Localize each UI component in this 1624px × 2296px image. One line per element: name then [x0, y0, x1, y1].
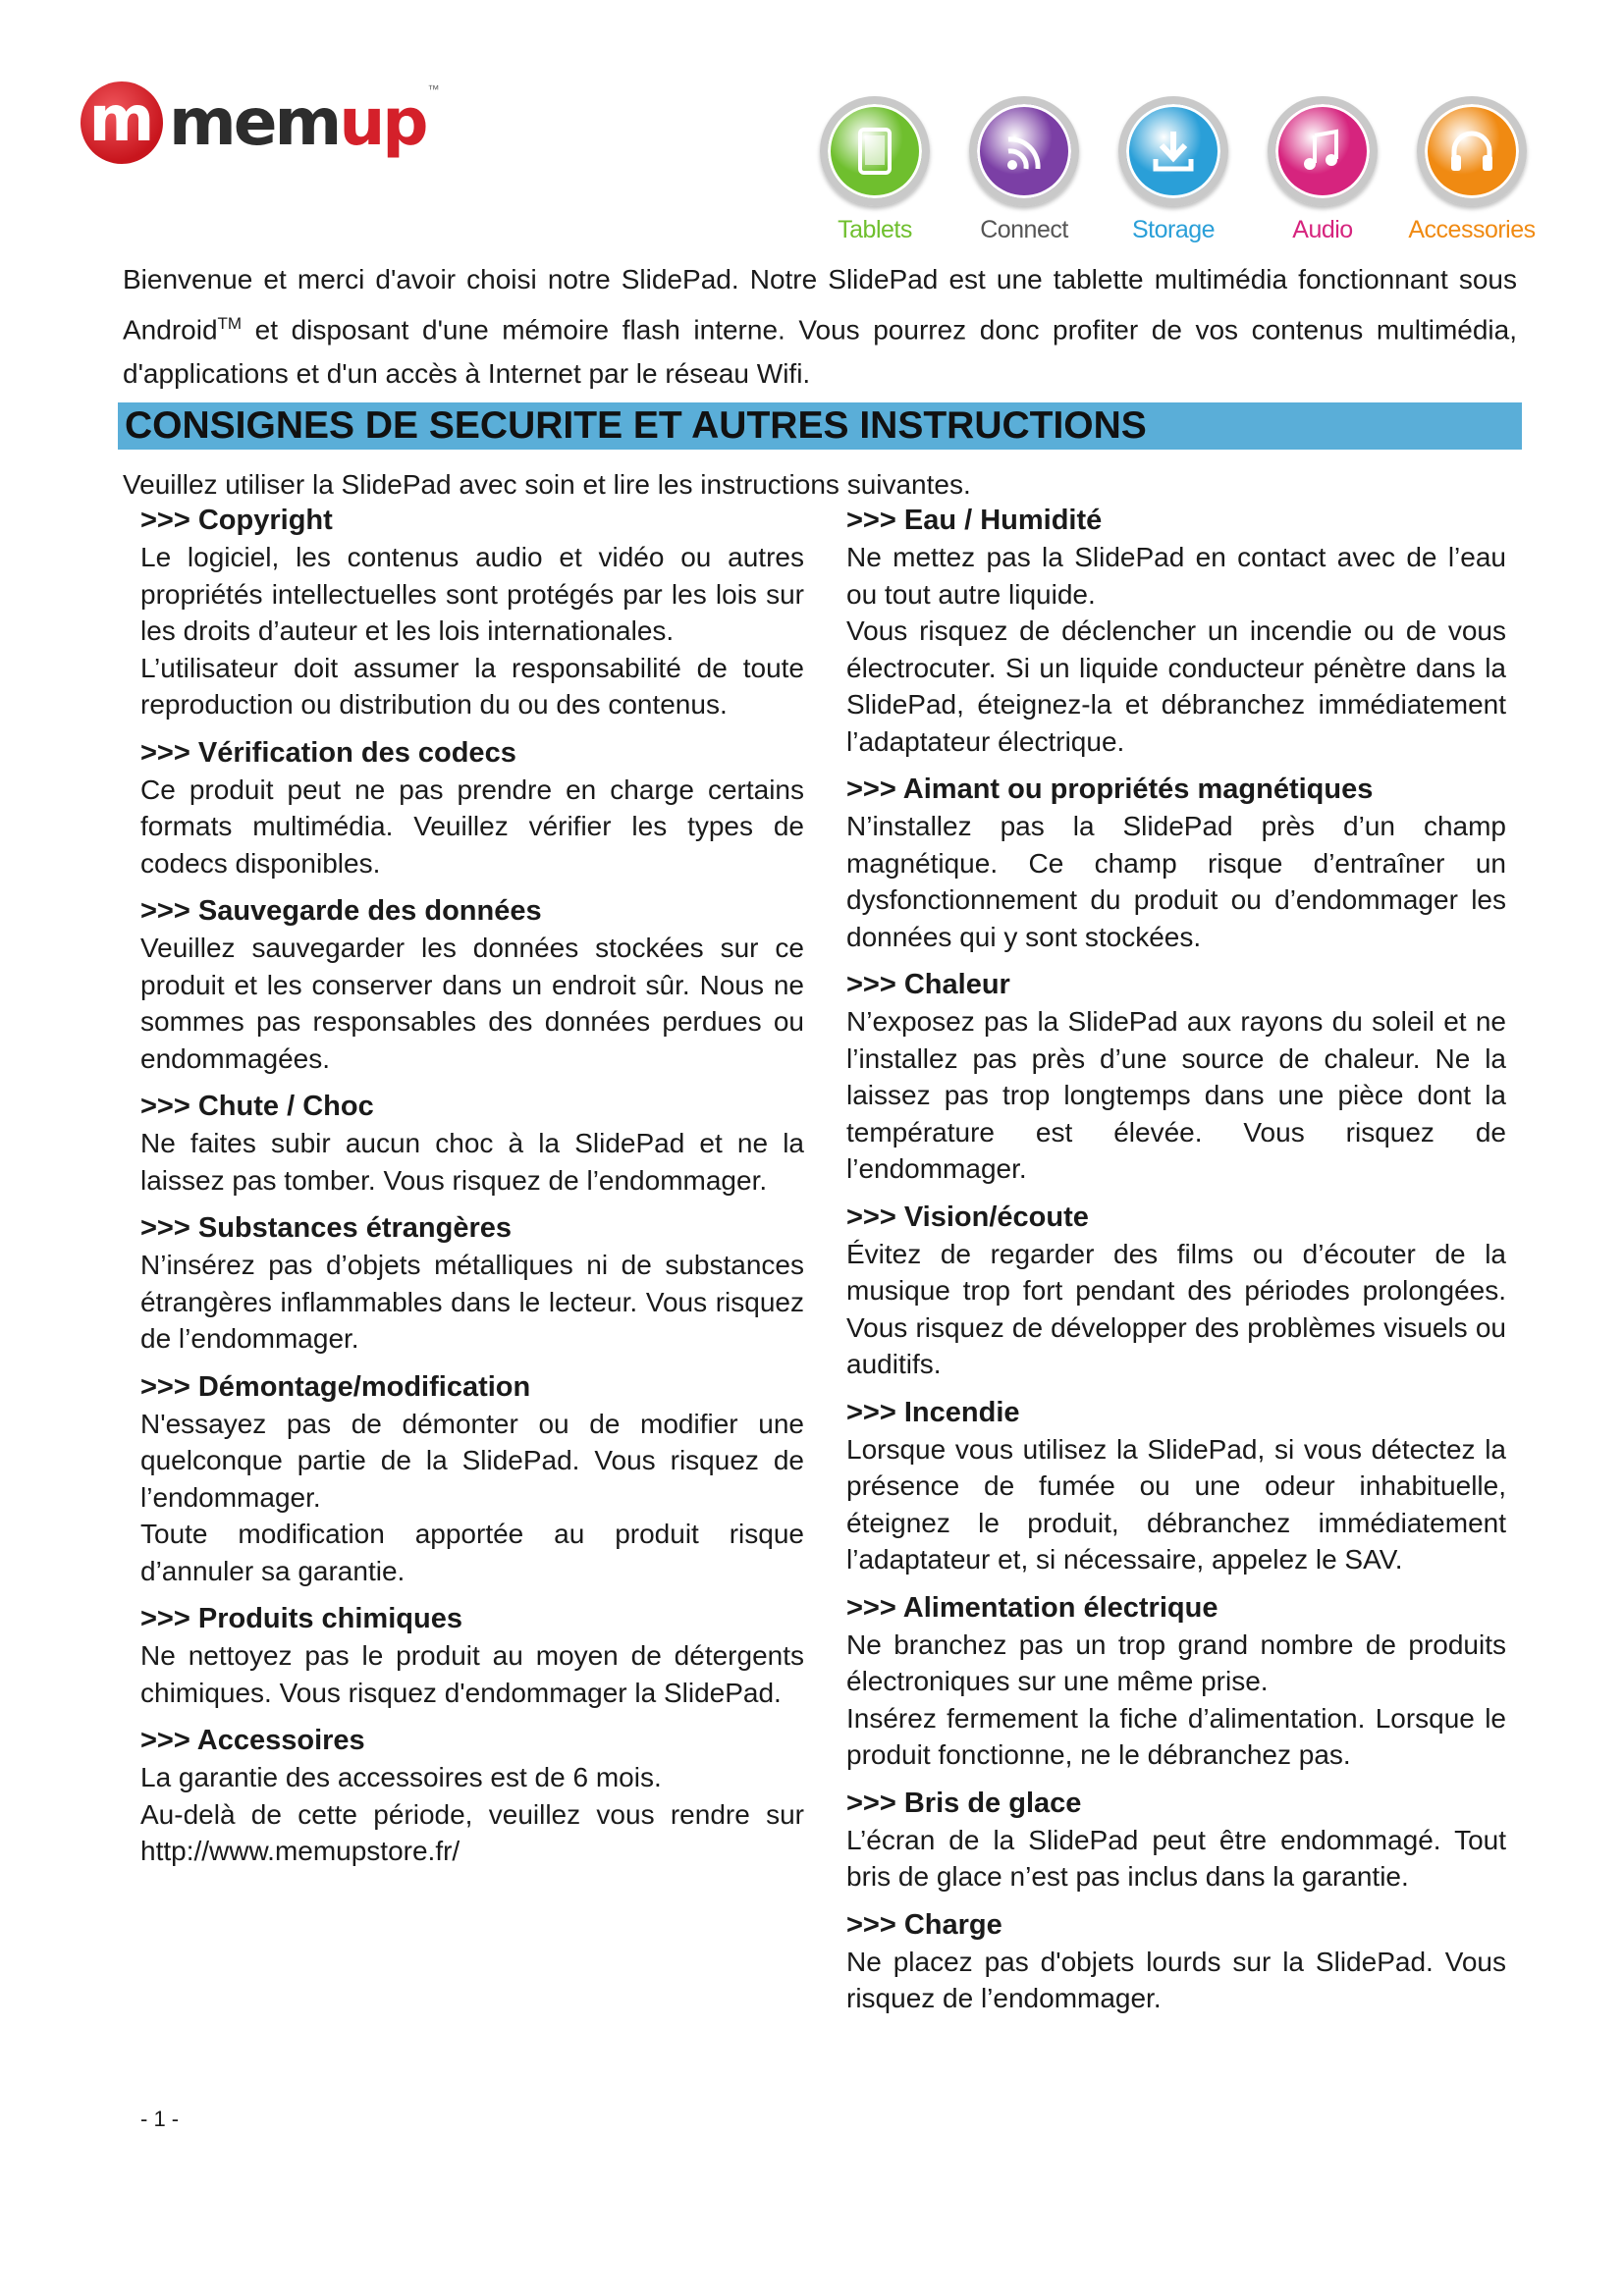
section-paragraph: N’insérez pas d’objets métalliques ni de substances étrangères inflammables dans le lecteur. Vous risquez de l’endommager.	[140, 1250, 804, 1354]
category-audio	[1248, 96, 1397, 253]
instruction-section	[846, 772, 1506, 955]
section-paragraph: N’exposez pas la SlidePad aux rayons du soleil et ne l’installez pas près d’une source de chaleur. Ne la laissez pas trop longtemps dans une pièce dont la température est élevée. Vous risquez de l’endommager.	[846, 1006, 1506, 1184]
intro-text-b: et disposant d'une mémoire flash interne. Vous pourrez donc profiter de vos contenus multimédia, d'applications et d'un accès à Internet par le réseau Wifi.	[123, 314, 1517, 390]
section-paragraph: Vous risquez de déclencher un incendie ou de vous électrocuter. Si un liquide conducteur pénètre dans la SlidePad, éteignez-la et débranchez immédiatement l’adaptateur électrique.	[846, 615, 1506, 757]
section-title: >>> Copyright	[140, 505, 333, 536]
section-title: >>> Démontage/modification	[140, 1370, 531, 1403]
section-paragraph: Toute modification apportée au produit risque d’annuler sa garantie.	[140, 1519, 804, 1586]
section-paragraph: N'essayez pas de démonter ou de modifier une quelconque partie de la SlidePad. Vous risquez de l’endommager.	[140, 1408, 804, 1513]
instruction-section	[140, 1601, 804, 1711]
category-label: Audio	[1292, 216, 1353, 243]
logo-mark	[81, 81, 163, 164]
instruction-section	[846, 1200, 1506, 1383]
category-label: Accessories	[1408, 216, 1536, 243]
section-paragraph: Ce produit peut ne pas prendre en charge certains formats multimédia. Veuillez vérifier les types de codecs disponibles.	[140, 774, 804, 879]
instruction-section	[846, 1590, 1506, 1774]
logo-text-up: up	[339, 84, 426, 160]
memup-logo	[81, 79, 440, 167]
logo-trademark: ™	[427, 82, 440, 96]
wifi-icon	[969, 96, 1079, 206]
section-paragraph: Veuillez sauvegarder les données stockées sur ce produit et les conserver dans un endroit sûr. Nous ne sommes pas responsables des données perdues ou endommagées.	[140, 933, 804, 1074]
headphones-icon	[1417, 96, 1527, 206]
instruction-section	[846, 1395, 1506, 1578]
section-title: >>> Aimant ou propriétés magnétiques	[846, 774, 1374, 805]
instruction-section	[846, 967, 1506, 1188]
instruction-section	[140, 503, 804, 723]
lead-sentence: Veuillez utiliser la SlidePad avec soin et lire les instructions suivantes.	[123, 469, 971, 500]
section-paragraph: La garantie des accessoires est de 6 mois.	[140, 1762, 662, 1792]
intro-text-a: Bienvenue et merci d'avoir choisi notre SlidePad. Notre SlidePad est une tablette multimédia fonctionnant sous Android	[123, 264, 1517, 346]
section-title: >>> Accessoires	[140, 1725, 365, 1756]
section-banner: CONSIGNES DE SECURITE ET AUTRES INSTRUCTIONS	[118, 402, 1522, 450]
instruction-section	[140, 1089, 804, 1199]
instruction-section	[140, 1723, 804, 1870]
download-icon	[1118, 96, 1228, 206]
instruction-section	[846, 503, 1506, 760]
section-title: >>> Vérification des codecs	[140, 736, 516, 769]
section-paragraph: Ne placez pas d'objets lourds sur la SlidePad. Vous risquez de l’endommager.	[846, 1946, 1506, 2013]
section-title: >>> Alimentation électrique	[846, 1591, 1218, 1624]
instruction-section	[140, 1369, 804, 1590]
category-label: Connect	[980, 216, 1068, 243]
category-connect	[949, 96, 1099, 253]
section-paragraph: Lorsque vous utilisez la SlidePad, si vous détectez la présence de fumée ou une odeur inhabituelle, éteignez le produit, débranchez immédiatement l’adaptateur et, si nécessaire, appelez le SAV.	[846, 1433, 1506, 1575]
instruction-section	[140, 893, 804, 1077]
logo-text-mem: mem	[169, 84, 340, 160]
category-icons	[800, 96, 1546, 253]
instruction-section	[846, 1907, 1506, 2017]
left-column	[140, 503, 804, 1882]
page-number: - 1 -	[140, 2107, 180, 2131]
intro-trademark: TM	[217, 314, 243, 333]
section-paragraph: Ne branchez pas un trop grand nombre de produits électroniques sur une même prise.	[846, 1629, 1506, 1696]
section-title: >>> Sauvegarde des données	[140, 895, 542, 927]
category-tablets	[800, 96, 949, 253]
logo-wordmark	[169, 84, 426, 160]
music-notes-icon	[1268, 96, 1378, 206]
section-paragraph: L’écran de la SlidePad peut être endommagé. Tout bris de glace n’est pas inclus dans la garantie.	[846, 1824, 1506, 1892]
section-paragraph: Ne mettez pas la SlidePad en contact avec de l’eau ou tout autre liquide.	[846, 542, 1506, 610]
section-title: >>> Incendie	[846, 1396, 1020, 1428]
intro-paragraph	[123, 257, 1517, 396]
section-paragraph: Le logiciel, les contenus audio et vidéo ou autres propriétés intellectuelles sont protégés par les lois sur les droits d’auteur et les lois internationales.	[140, 542, 804, 646]
logo-mark-letter: m	[88, 83, 155, 156]
instruction-section	[140, 735, 804, 882]
section-title: >>> Produits chimiques	[140, 1603, 462, 1634]
section-paragraph: Insérez fermement la fiche d’alimentation. Lorsque le produit fonctionne, ne le débranchez pas.	[846, 1702, 1506, 1770]
instruction-section	[140, 1210, 804, 1358]
instruction-section	[846, 1786, 1506, 1896]
section-paragraph: N’installez pas la SlidePad près d’un champ magnétique. Ce champ risque d’entraîner un dysfonctionnement du produit ou d’endommager les données qui y sont stockées.	[846, 811, 1506, 952]
section-title: >>> Substances étrangères	[140, 1212, 513, 1244]
section-title: >>> Eau / Humidité	[846, 505, 1103, 536]
category-storage	[1099, 96, 1248, 253]
section-paragraph: L’utilisateur doit assumer la responsabilité de toute reproduction ou distribution du ou des contenus.	[140, 652, 804, 720]
category-accessories	[1397, 96, 1546, 253]
section-paragraph: Au-delà de cette période, veuillez vous rendre sur http://www.memupstore.fr/	[140, 1798, 804, 1866]
section-paragraph: Ne faites subir aucun choc à la SlidePad et ne la laissez pas tomber. Vous risquez de l’endommager.	[140, 1128, 804, 1196]
section-title: >>> Chaleur	[846, 969, 1010, 1000]
tablet-icon	[820, 96, 930, 206]
section-title: >>> Charge	[846, 1908, 1002, 1941]
right-column	[846, 503, 1506, 2029]
category-label: Storage	[1131, 216, 1216, 243]
section-paragraph: Évitez de regarder des films ou d’écouter de la musique trop fort pendant des périodes prolongées. Vous risquez de développer des problèmes visuels ou auditifs.	[846, 1238, 1506, 1379]
section-title: >>> Chute / Choc	[140, 1091, 374, 1122]
section-title: >>> Bris de glace	[846, 1787, 1082, 1819]
section-paragraph: Ne nettoyez pas le produit au moyen de détergents chimiques. Vous risquez d'endommager la SlidePad.	[140, 1640, 804, 1708]
section-title: >>> Vision/écoute	[846, 1201, 1089, 1233]
category-label: Tablets	[838, 216, 912, 243]
